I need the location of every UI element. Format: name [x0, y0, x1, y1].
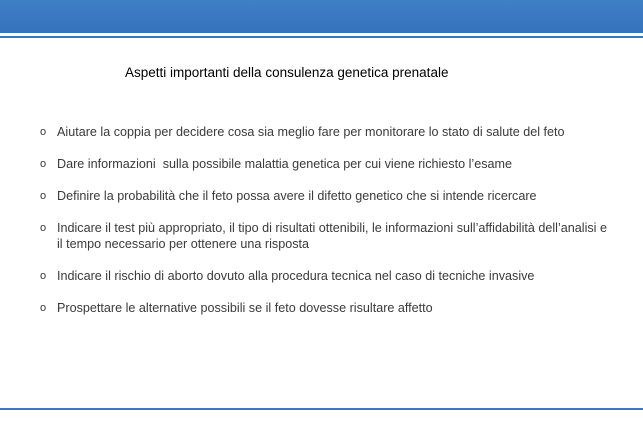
bullet-item-3	[40, 188, 615, 204]
bullet-item-6	[40, 300, 615, 316]
bullet-item-1	[40, 124, 615, 140]
header-divider	[0, 36, 643, 38]
bullet-circle-icon: o	[40, 190, 47, 202]
bullet-item-4	[40, 220, 615, 252]
bullet-item-5	[40, 268, 615, 284]
bullet-text: Prospettare le alternative possibili se il feto dovesse risultare affetto	[57, 301, 433, 315]
header-bar	[0, 0, 643, 33]
bullet-circle-icon: o	[40, 302, 47, 314]
bullet-circle-icon: o	[40, 270, 47, 282]
bullet-text: Dare informazioni sulla possibile malattia genetica per cui viene richiesto l’esame	[57, 157, 512, 171]
bullet-circle-icon: o	[40, 158, 47, 170]
bullet-item-2	[40, 156, 615, 172]
bullet-text: Definire la probabilità che il feto possa avere il difetto genetico che si intende ricercare	[57, 189, 537, 203]
slide-title: Aspetti importanti della consulenza genetica prenatale	[125, 65, 449, 80]
bullet-text: Indicare il test più appropriato, il tipo di risultati ottenibili, le informazioni sull’affidabilità dell’analisi e il tempo necessario per ottenere una risposta	[57, 221, 607, 251]
bullet-list	[40, 124, 615, 332]
bullet-text: Aiutare la coppia per decidere cosa sia meglio fare per monitorare lo stato di salute del feto	[57, 125, 565, 139]
footer-divider	[0, 408, 643, 410]
bullet-circle-icon: o	[40, 222, 47, 234]
bullet-circle-icon: o	[40, 126, 47, 138]
bullet-text: Indicare il rischio di aborto dovuto alla procedura tecnica nel caso di tecniche invasive	[57, 269, 535, 283]
